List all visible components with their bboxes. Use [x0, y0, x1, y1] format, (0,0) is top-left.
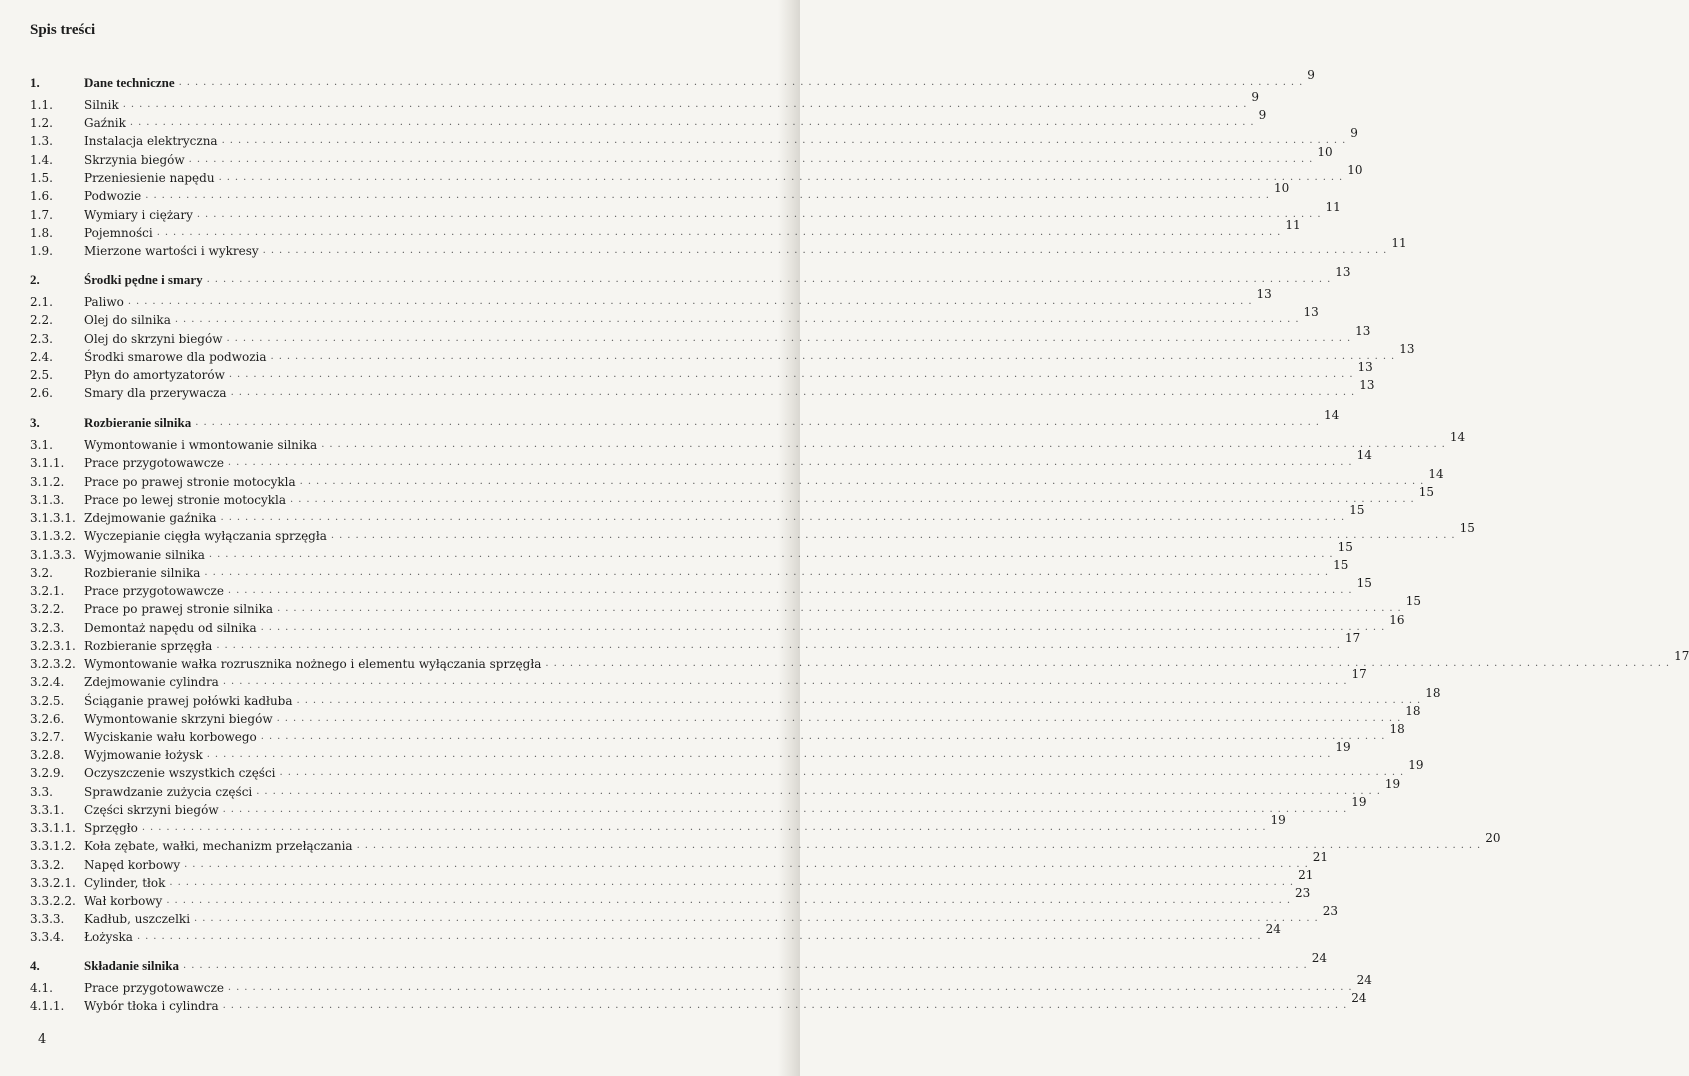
toc-entry-number: 3.3.2.2.	[30, 894, 76, 908]
toc-entry-label: Części skrzyni biegów	[84, 803, 219, 817]
toc-entry	[30, 305, 1319, 329]
toc-entry-page: 13	[1303, 305, 1319, 319]
toc-entry-number: 3.3.1.	[30, 803, 65, 817]
toc-entry-page: 13	[1399, 342, 1415, 356]
dot-leader: ..........................................................................................................................................	[545, 658, 1675, 669]
toc-entry	[30, 521, 1475, 545]
toc-entry	[30, 503, 1365, 527]
dot-leader: ..........................................................................................................................................	[228, 369, 1358, 380]
toc-entry	[30, 378, 1375, 402]
toc-entry-label: Prace po lewej stronie motocykla	[84, 493, 287, 507]
toc-entry-page: 20	[1485, 831, 1501, 845]
dot-leader: ..........................................................................................................................................	[188, 154, 1318, 165]
toc-entry	[30, 218, 1301, 242]
toc-entry-number: 1.7.	[30, 208, 53, 222]
toc-entry-page: 14	[1449, 430, 1466, 444]
toc-entry-label: Napęd korbowy	[84, 858, 181, 872]
toc-entry-page: 9	[1350, 126, 1358, 140]
toc-entry	[30, 722, 1405, 746]
toc-entry-label: Rozbieranie sprzęgła	[84, 639, 213, 653]
toc-entry-number: 3.1.3.3.	[30, 548, 76, 562]
dot-leader: ..........................................................................................................................................	[129, 117, 1259, 128]
dot-leader: ..........................................................................................................................................	[279, 767, 1409, 778]
toc-entry-page: 15	[1349, 503, 1365, 517]
dot-leader: ..........................................................................................................................................	[222, 804, 1352, 815]
toc-entry-page: 15	[1356, 576, 1372, 590]
dot-leader: ..........................................................................................................................................	[227, 457, 1357, 468]
toc-entry	[30, 467, 1444, 491]
dot-leader: ..........................................................................................................................................	[227, 585, 1357, 596]
toc-entry	[30, 613, 1405, 637]
toc-entry-label: Demontaż napędu od silnika	[84, 621, 257, 635]
toc-entry	[30, 740, 1351, 764]
toc-entry-page: 17	[1344, 631, 1361, 645]
toc-entry-number: 2.6.	[30, 386, 53, 400]
toc-entry-label: Wyjmowanie łożysk	[84, 748, 203, 762]
toc-entry	[30, 448, 1372, 472]
page-number: 4	[38, 1032, 47, 1047]
toc-entry-label: Prace przygotowawcze	[84, 981, 224, 995]
toc-entry-label: Środki pędne i smary	[84, 272, 203, 287]
toc-entry-label: Płyn do amortyzatorów	[84, 368, 225, 382]
toc-entry-page: 10	[1347, 163, 1363, 177]
toc-entry	[30, 868, 1314, 892]
toc-entry-number: 3.1.	[30, 438, 53, 452]
dot-leader: ..........................................................................................................................................	[270, 351, 1400, 362]
dot-leader: ..........................................................................................................................................	[206, 749, 1336, 760]
toc-entry-number: 3.1.1.	[30, 456, 65, 470]
dot-leader: ..........................................................................................................................................	[122, 99, 1252, 110]
toc-entry-label: Środki smarowe dla podwozia	[84, 350, 267, 364]
toc-entry	[30, 408, 1340, 432]
dot-leader: ..........................................................................................................................................	[230, 387, 1360, 398]
toc-entry-label: Olej do silnika	[84, 313, 171, 327]
toc-entry-page: 17	[1674, 649, 1689, 663]
dot-leader: ..........................................................................................................................................	[218, 172, 1348, 183]
dot-leader: ..........................................................................................................................................	[204, 567, 1334, 578]
toc-entry-number: 4.	[30, 958, 40, 973]
toc-entry-page: 15	[1333, 558, 1349, 572]
toc-entry	[30, 324, 1371, 348]
toc-entry	[30, 576, 1372, 600]
toc-entry	[30, 485, 1434, 509]
dot-leader: ..........................................................................................................................................	[208, 549, 1338, 560]
toc-entry	[30, 430, 1466, 454]
toc-entry-number: 3.	[30, 415, 40, 430]
toc-entry-number: 3.2.3.2.	[30, 657, 76, 671]
dot-leader: ..........................................................................................................................................	[206, 274, 1336, 285]
dot-leader: ..........................................................................................................................................	[221, 135, 1351, 146]
toc-entry-page: 19	[1270, 813, 1286, 827]
dot-leader: ..........................................................................................................................................	[127, 296, 1257, 307]
toc-entry-number: 3.2.2.	[30, 602, 65, 616]
toc-entry-number: 3.2.7.	[30, 730, 65, 744]
dot-leader: ..........................................................................................................................................	[145, 190, 1274, 201]
toc-entry-number: 1.8.	[30, 226, 53, 240]
toc-entry-page: 13	[1357, 360, 1373, 374]
toc-entry-label: Gaźnik	[84, 116, 126, 130]
toc-entry	[30, 342, 1415, 366]
toc-entry	[30, 667, 1367, 691]
toc-entry-label: Silnik	[84, 98, 119, 112]
dot-leader: ..........................................................................................................................................	[220, 512, 1350, 523]
dot-leader: ..........................................................................................................................................	[299, 476, 1429, 487]
toc-entry-label: Wymontowanie wałka rozrusznika nożnego i elementu wyłączania sprzęgła	[84, 657, 542, 671]
toc-entry	[30, 904, 1338, 928]
toc-entry-page: 24	[1311, 951, 1327, 965]
toc-entry-page: 24	[1265, 922, 1281, 936]
dot-leader: ..........................................................................................................................................	[216, 640, 1345, 651]
toc-entry-label: Ściąganie prawej połówki kadłuba	[84, 694, 293, 708]
toc-entry	[30, 758, 1424, 782]
toc-entry-page: 13	[1359, 378, 1375, 392]
toc-entry-number: 3.3.2.1.	[30, 876, 76, 890]
toc-entry-page: 15	[1459, 521, 1475, 535]
toc-entry-page: 15	[1418, 485, 1434, 499]
dot-leader: ..........................................................................................................................................	[141, 822, 1271, 833]
toc-entry-page: 13	[1355, 324, 1371, 338]
toc-entry-number: 3.2.4.	[30, 675, 65, 689]
toc-entry-number: 1.4.	[30, 153, 53, 167]
toc-entry	[30, 594, 1422, 618]
toc-entry-page: 18	[1425, 686, 1441, 700]
toc-entry-number: 2.3.	[30, 332, 53, 346]
toc-entry-page: 10	[1273, 181, 1290, 195]
toc-entry-number: 1.9.	[30, 244, 53, 258]
toc-entry-label: Podwozie	[84, 189, 142, 203]
toc-entry-number: 3.2.6.	[30, 712, 65, 726]
toc-entry-page: 9	[1258, 108, 1267, 122]
toc-entry-label: Cylinder, tłok	[84, 876, 166, 890]
toc-entry-number: 4.1.	[30, 981, 53, 995]
toc-entry-label: Wymiary i ciężary	[84, 208, 193, 222]
dot-leader: ..........................................................................................................................................	[178, 77, 1308, 88]
toc-entry-label: Skrzynia biegów	[84, 153, 185, 167]
toc-entry-number: 1.2.	[30, 116, 53, 130]
toc-entry-label: Smary dla przerywacza	[84, 386, 227, 400]
page-title: Spis treści	[30, 22, 96, 38]
toc-entry	[30, 90, 1260, 114]
toc-entry-page: 24	[1356, 973, 1372, 987]
toc-entry-page: 16	[1389, 613, 1405, 627]
toc-entry-page: 19	[1335, 740, 1351, 754]
toc-entry	[30, 558, 1349, 582]
toc-entry-label: Sprzęgło	[84, 821, 138, 835]
toc-entry	[30, 813, 1286, 837]
toc-entry-label: Prace przygotowawcze	[84, 456, 224, 470]
toc-entry	[30, 850, 1329, 874]
toc-entry-page: 21	[1312, 850, 1329, 864]
toc-entry-label: Prace po prawej stronie motocykla	[84, 475, 296, 489]
toc-entry-label: Dane techniczne	[84, 75, 175, 90]
toc-entry-page: 23	[1322, 904, 1338, 918]
toc-entry	[30, 126, 1358, 150]
dot-leader: ..........................................................................................................................................	[166, 895, 1296, 906]
toc-entry-label: Mierzone wartości i wykresy	[84, 244, 259, 258]
toc-entry-number: 2.2.	[30, 313, 53, 327]
dot-leader: ..........................................................................................................................................	[222, 676, 1352, 687]
toc-entry-number: 3.3.3.	[30, 912, 65, 926]
toc-entry	[30, 200, 1341, 224]
toc-entry	[30, 649, 1689, 673]
toc-entry-label: Instalacja elektryczna	[84, 134, 218, 148]
toc-entry-number: 1.5.	[30, 171, 53, 185]
toc-entry	[30, 631, 1361, 655]
toc-entry-page: 13	[1335, 265, 1351, 279]
toc-entry-number: 2.	[30, 272, 40, 287]
toc-entry	[30, 973, 1372, 997]
toc-entry-page: 23	[1295, 886, 1311, 900]
toc-entry-page: 9	[1307, 68, 1315, 82]
toc-entry-label: Wyczepianie cięgła wyłączania sprzęgła	[84, 529, 327, 543]
toc-entry-label: Rozbieranie silnika	[84, 566, 201, 580]
toc-entry-label: Sprawdzanie zużycia części	[84, 785, 253, 799]
toc-entry-number: 3.2.5.	[30, 694, 65, 708]
toc-entry-page: 11	[1325, 200, 1341, 214]
dot-leader: ..........................................................................................................................................	[184, 859, 1313, 870]
toc-entry-page: 11	[1285, 218, 1301, 232]
toc-entry-page: 14	[1323, 408, 1340, 422]
toc-entry-label: Rozbieranie silnika	[84, 415, 192, 430]
toc-entry-number: 3.3.	[30, 785, 53, 799]
toc-entry	[30, 163, 1363, 187]
toc-entry-page: 19	[1384, 777, 1401, 791]
dot-leader: ..........................................................................................................................................	[195, 417, 1324, 428]
toc-entry-number: 3.1.3.2.	[30, 529, 76, 543]
toc-entry	[30, 236, 1407, 260]
dot-leader: ..........................................................................................................................................	[196, 209, 1326, 220]
toc-entry-number: 3.1.3.	[30, 493, 65, 507]
dot-leader: ..........................................................................................................................................	[183, 960, 1312, 971]
toc-entry-page: 21	[1298, 868, 1314, 882]
toc-entry-label: Składanie silnika	[84, 958, 180, 973]
toc-entry	[30, 181, 1290, 205]
toc-entry	[30, 287, 1272, 311]
dot-leader: ..........................................................................................................................................	[356, 840, 1486, 851]
toc-entry-label: Prace przygotowawcze	[84, 584, 224, 598]
toc-entry-number: 3.2.1.	[30, 584, 65, 598]
toc-entry-label: Wymontowanie i wmontowanie silnika	[84, 438, 318, 452]
toc-entry-label: Wyjmowanie silnika	[84, 548, 205, 562]
toc-entry-number: 3.2.8.	[30, 748, 65, 762]
dot-leader: ..........................................................................................................................................	[169, 877, 1299, 888]
dot-leader: ..........................................................................................................................................	[262, 245, 1392, 256]
toc-entry-page: 19	[1351, 795, 1367, 809]
dot-leader: ..........................................................................................................................................	[330, 530, 1460, 541]
toc-entry-number: 3.1.3.1.	[30, 511, 76, 525]
toc-entry	[30, 360, 1373, 384]
toc-entry-page: 18	[1405, 704, 1421, 718]
toc-entry-label: Paliwo	[84, 295, 124, 309]
toc-entry	[30, 991, 1367, 1015]
toc-entry	[30, 795, 1367, 819]
toc-entry-label: Przeniesienie napędu	[84, 171, 215, 185]
toc-entry-number: 1.6.	[30, 189, 53, 203]
toc-entry-number: 3.3.1.2.	[30, 839, 76, 853]
toc-entry-number: 3.2.	[30, 566, 53, 580]
toc-entry-page: 17	[1351, 667, 1367, 681]
toc-entry-number: 2.4.	[30, 350, 53, 364]
toc-entry-label: Oczyszczenie wszystkich części	[84, 766, 276, 780]
toc-entry	[30, 831, 1501, 855]
toc-entry-page: 15	[1337, 540, 1353, 554]
toc-entry-label: Pojemności	[84, 226, 153, 240]
toc-entry	[30, 951, 1327, 975]
toc-entry-label: Kadłub, uszczelki	[84, 912, 191, 926]
toc-entry-number: 1.3.	[30, 134, 53, 148]
toc-entry-label: Łożyska	[84, 930, 133, 944]
toc-entry-label: Wymontowanie skrzyni biegów	[84, 712, 273, 726]
dot-leader: ..........................................................................................................................................	[227, 982, 1357, 993]
toc-entry-number: 3.1.2.	[30, 475, 65, 489]
toc-entry-number: 2.5.	[30, 368, 53, 382]
dot-leader: ..........................................................................................................................................	[260, 731, 1390, 742]
dot-leader: ..........................................................................................................................................	[136, 931, 1266, 942]
dot-leader: ..........................................................................................................................................	[260, 622, 1390, 633]
toc-entry-page: 14	[1356, 448, 1372, 462]
toc-entry-page: 9	[1251, 90, 1260, 104]
toc-entry	[30, 686, 1441, 710]
toc-entry-label: Olej do skrzyni biegów	[84, 332, 223, 346]
toc-entry-number: 3.3.1.1.	[30, 821, 76, 835]
toc-entry-label: Wał korbowy	[84, 894, 163, 908]
toc-entry-number: 3.3.2.	[30, 858, 65, 872]
toc-entry-page: 18	[1389, 722, 1405, 736]
toc-entry	[30, 777, 1401, 801]
toc-entry-number: 1.	[30, 75, 40, 90]
dot-leader: ..........................................................................................................................................	[194, 913, 1323, 924]
toc-entry-page: 11	[1391, 236, 1407, 250]
dot-leader: ..........................................................................................................................................	[296, 695, 1426, 706]
dot-leader: ..........................................................................................................................................	[174, 314, 1304, 325]
toc-entry	[30, 265, 1351, 289]
toc-entry-label: Wybór tłoka i cylindra	[84, 999, 219, 1013]
toc-entry	[30, 108, 1267, 132]
dot-leader: ..........................................................................................................................................	[321, 439, 1450, 450]
toc-entry-label: Koła zębate, wałki, mechanizm przełączania	[84, 839, 353, 853]
toc-entry-label: Prace po prawej stronie silnika	[84, 602, 274, 616]
toc-entry-number: 4.1.1.	[30, 999, 65, 1013]
toc-entry-page: 13	[1256, 287, 1272, 301]
toc-entry-number: 2.1.	[30, 295, 53, 309]
dot-leader: ..........................................................................................................................................	[226, 333, 1356, 344]
toc-entry	[30, 886, 1311, 910]
toc-entry-number: 3.2.9.	[30, 766, 65, 780]
toc-entry-page: 10	[1317, 145, 1333, 159]
dot-leader: ..........................................................................................................................................	[290, 494, 1419, 505]
dot-leader: ..........................................................................................................................................	[156, 227, 1286, 238]
toc-entry-number: 3.3.4.	[30, 930, 65, 944]
toc-entry-page: 15	[1405, 594, 1422, 608]
toc-entry-label: Zdejmowanie cylindra	[84, 675, 219, 689]
toc-entry	[30, 704, 1421, 728]
toc-entry	[30, 145, 1333, 169]
toc-entry	[30, 540, 1353, 564]
dot-leader: ..........................................................................................................................................	[276, 713, 1406, 724]
toc-entry-label: Wyciskanie wału korbowego	[84, 730, 257, 744]
toc-entry-number: 3.2.3.1.	[30, 639, 76, 653]
toc-entry-label: Zdejmowanie gaźnika	[84, 511, 217, 525]
dot-leader: ..........................................................................................................................................	[277, 603, 1406, 614]
toc-entry	[30, 68, 1315, 92]
toc-entry-number: 1.1.	[30, 98, 53, 112]
toc-entry	[30, 922, 1281, 946]
dot-leader: ..........................................................................................................................................	[256, 786, 1385, 797]
toc-entry-page: 14	[1428, 467, 1444, 481]
toc-entry-number: 3.2.3.	[30, 621, 65, 635]
toc-entry-page: 24	[1351, 991, 1367, 1005]
toc-entry-page: 19	[1408, 758, 1424, 772]
dot-leader: ..........................................................................................................................................	[222, 1000, 1352, 1011]
